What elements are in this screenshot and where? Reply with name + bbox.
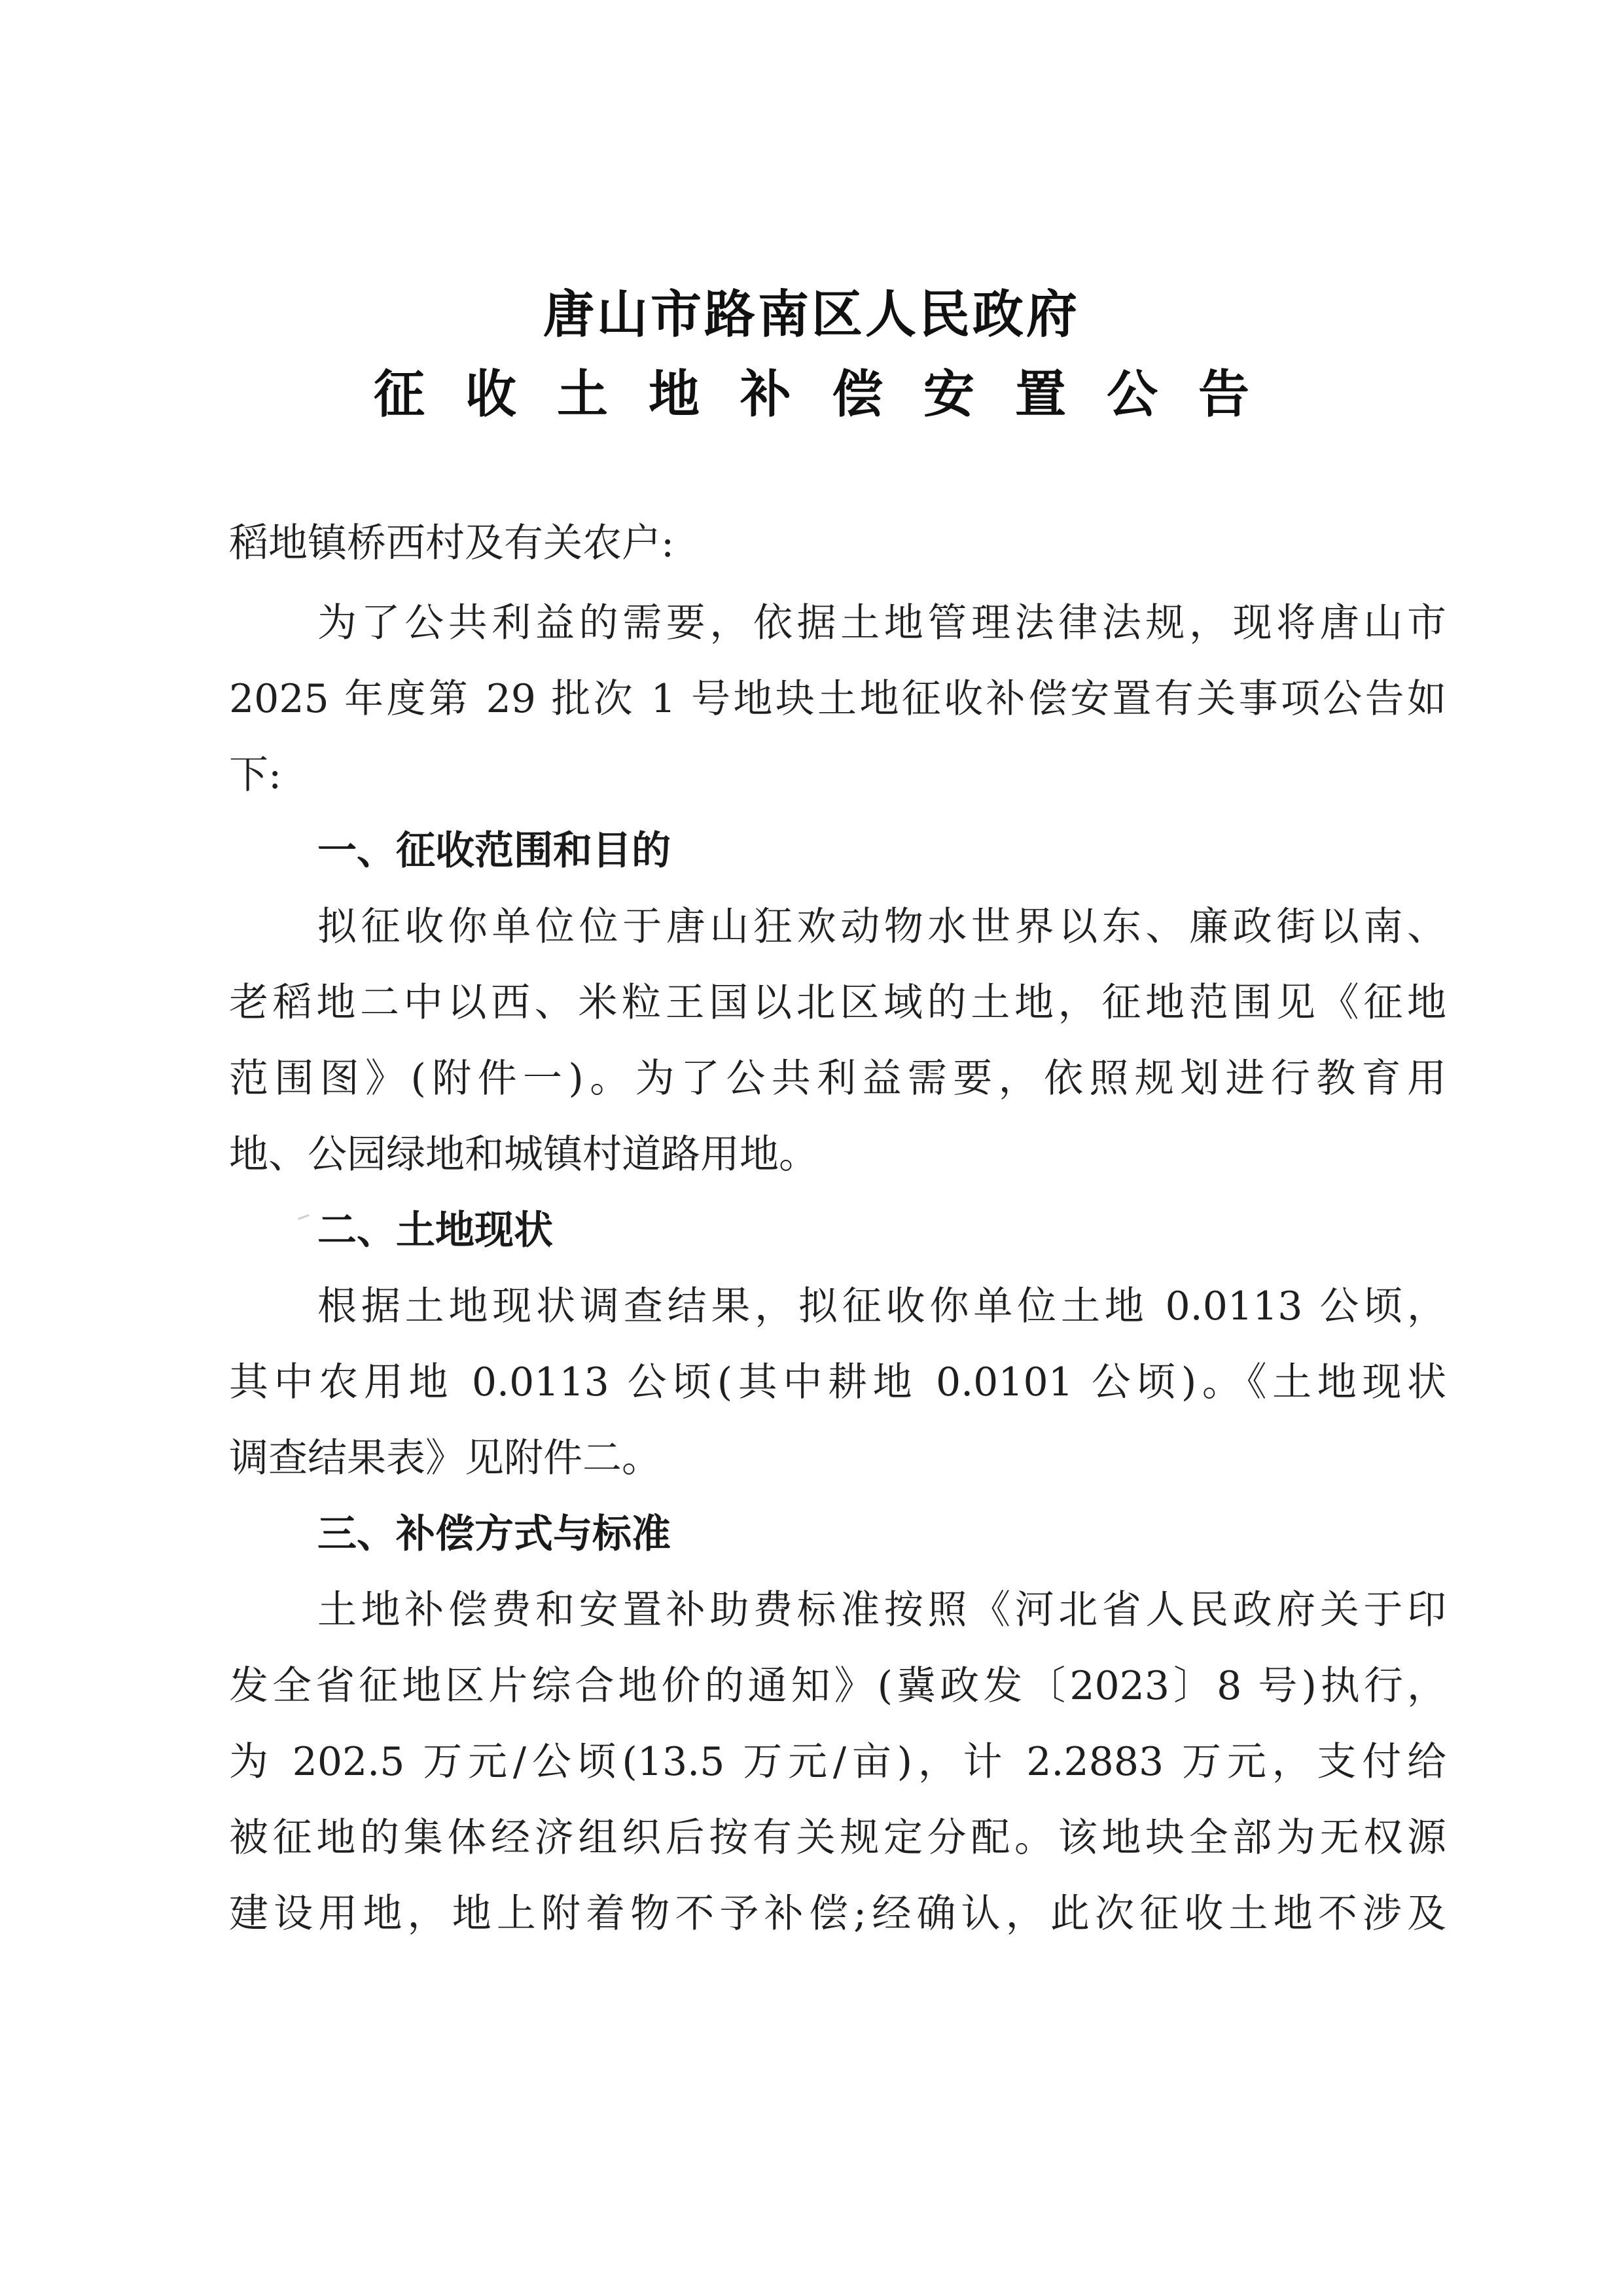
intro-line: 为了公共利益的需要，依据土地管理法律法规，现将唐山市 (317, 600, 1446, 646)
section3-line: 发全省征地区片综合地价的通知》(冀政发〔2023〕8 号)执行， (229, 1663, 1446, 1709)
section1-line: 地、公园绿地和城镇村道路用地。 (229, 1132, 818, 1177)
document-subtitle: 征收土地补偿安置公告 (373, 365, 1290, 424)
section2-line: 调查结果表》见附件二。 (229, 1435, 661, 1481)
section3-line: 被征地的集体经济组织后按有关规定分配。该地块全部为无权源 (229, 1815, 1446, 1861)
section1-line: 老稻地二中以西、米粒王国以北区域的土地，征地范围见《征地 (229, 980, 1446, 1026)
section2-line: 根据土地现状调查结果，拟征收你单位土地 0.0113 公顷， (317, 1283, 1446, 1329)
section1-line: 范围图》(附件一)。为了公共利益需要，依照规划进行教育用 (229, 1056, 1446, 1102)
section3-line: 为 202.5 万元/公顷(13.5 万元/亩)，计 2.2883 万元，支付给 (229, 1739, 1446, 1785)
section-heading-scope: 一、征收范围和目的 (317, 828, 671, 874)
section-heading-compensation: 三、补偿方式与标准 (317, 1511, 671, 1557)
section1-line: 拟征收你单位位于唐山狂欢动物水世界以东、廉政街以南、 (317, 904, 1446, 950)
section-heading-status: 二、土地现状 (317, 1208, 553, 1253)
salutation: 稻地镇桥西村及有关农户: (229, 520, 675, 566)
section3-line: 建设用地，地上附着物不予补偿;经确认，此次征收土地不涉及 (229, 1891, 1446, 1937)
intro-line: 下: (229, 752, 282, 798)
section2-line: 其中农用地 0.0113 公顷(其中耕地 0.0101 公顷)。《土地现状 (229, 1359, 1446, 1405)
scan-speck (298, 1214, 310, 1220)
section3-line: 土地补偿费和安置补助费标准按照《河北省人民政府关于印 (317, 1587, 1446, 1633)
document-title: 唐山市路南区人民政府 (543, 285, 1080, 344)
intro-line: 2025 年度第 29 批次 1 号地块土地征收补偿安置有关事项公告如 (229, 676, 1446, 722)
